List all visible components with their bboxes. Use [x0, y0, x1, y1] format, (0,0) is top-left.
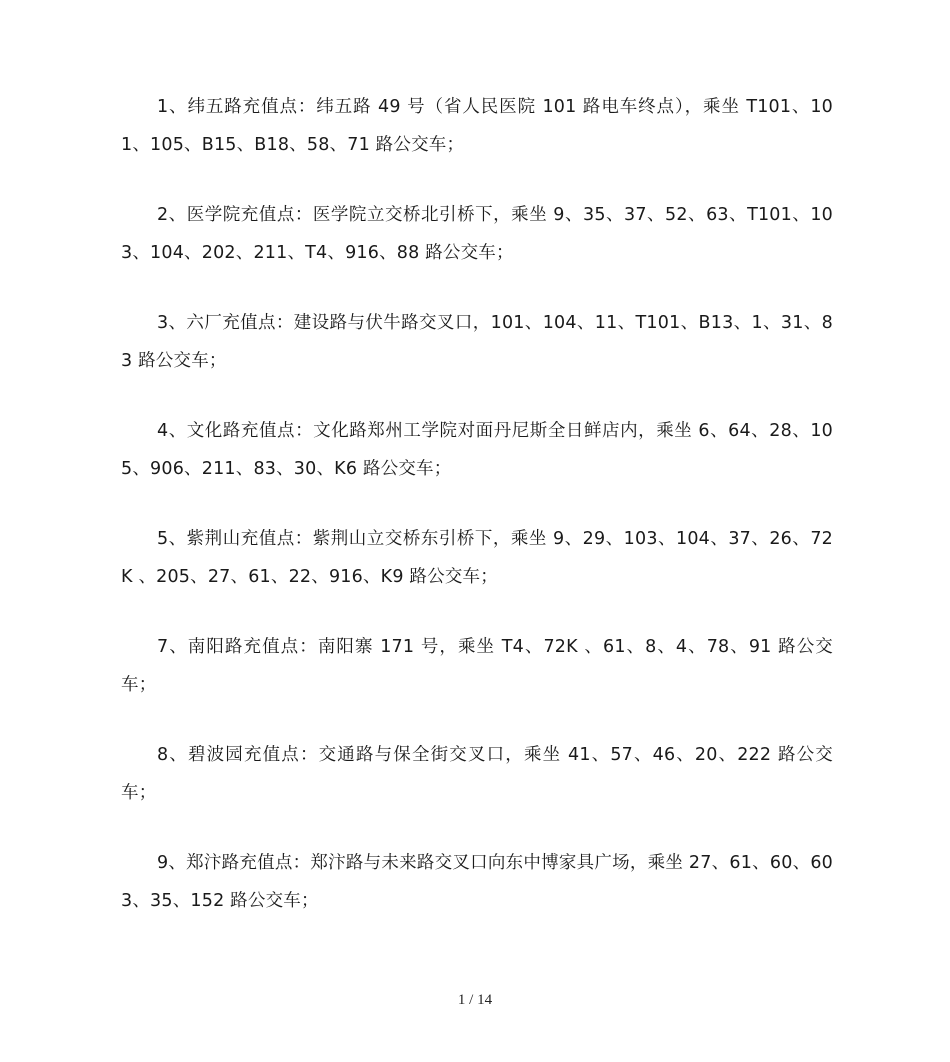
paragraph-recharge-point-5: 5、紫荆山充值点：紫荆山立交桥东引桥下，乘坐 9、29、103、104、37、26、72K 、205、27、61、22、916、K9 路公交车； — [121, 529, 833, 587]
paragraph-recharge-point-9: 9、郑汴路充值点：郑汴路与未来路交叉口向东中博家具广场，乘坐 27、61、60、603、35、152 路公交车； — [121, 853, 833, 911]
page-number-footer: 1 / 14 — [457, 992, 493, 1008]
paragraph-recharge-point-4: 4、文化路充值点：文化路郑州工学院对面丹尼斯全日鲜店内，乘坐 6、64、28、105、906、211、83、30、K6 路公交车； — [121, 421, 833, 479]
paragraph-recharge-point-3: 3、六厂充值点：建设路与伏牛路交叉口，101、104、11、T101、B13、1、31、83 路公交车； — [121, 313, 833, 371]
paragraph-recharge-point-1: 1、纬五路充值点：纬五路 49 号（省人民医院 101 路电车终点），乘坐 T101、101、105、B15、B18、58、71 路公交车； — [121, 97, 833, 155]
document-body — [121, 88, 833, 952]
paragraph-recharge-point-2: 2、医学院充值点：医学院立交桥北引桥下，乘坐 9、35、37、52、63、T101、103、104、202、211、T4、916、88 路公交车； — [121, 205, 833, 263]
paragraph-recharge-point-8: 8、碧波园充值点：交通路与保全街交叉口，乘坐 41、57、46、20、222 路公交车； — [121, 745, 833, 803]
paragraph-recharge-point-7: 7、南阳路充值点：南阳寨 171 号，乘坐 T4、72K 、61、8、4、78、91 路公交车； — [121, 637, 833, 695]
